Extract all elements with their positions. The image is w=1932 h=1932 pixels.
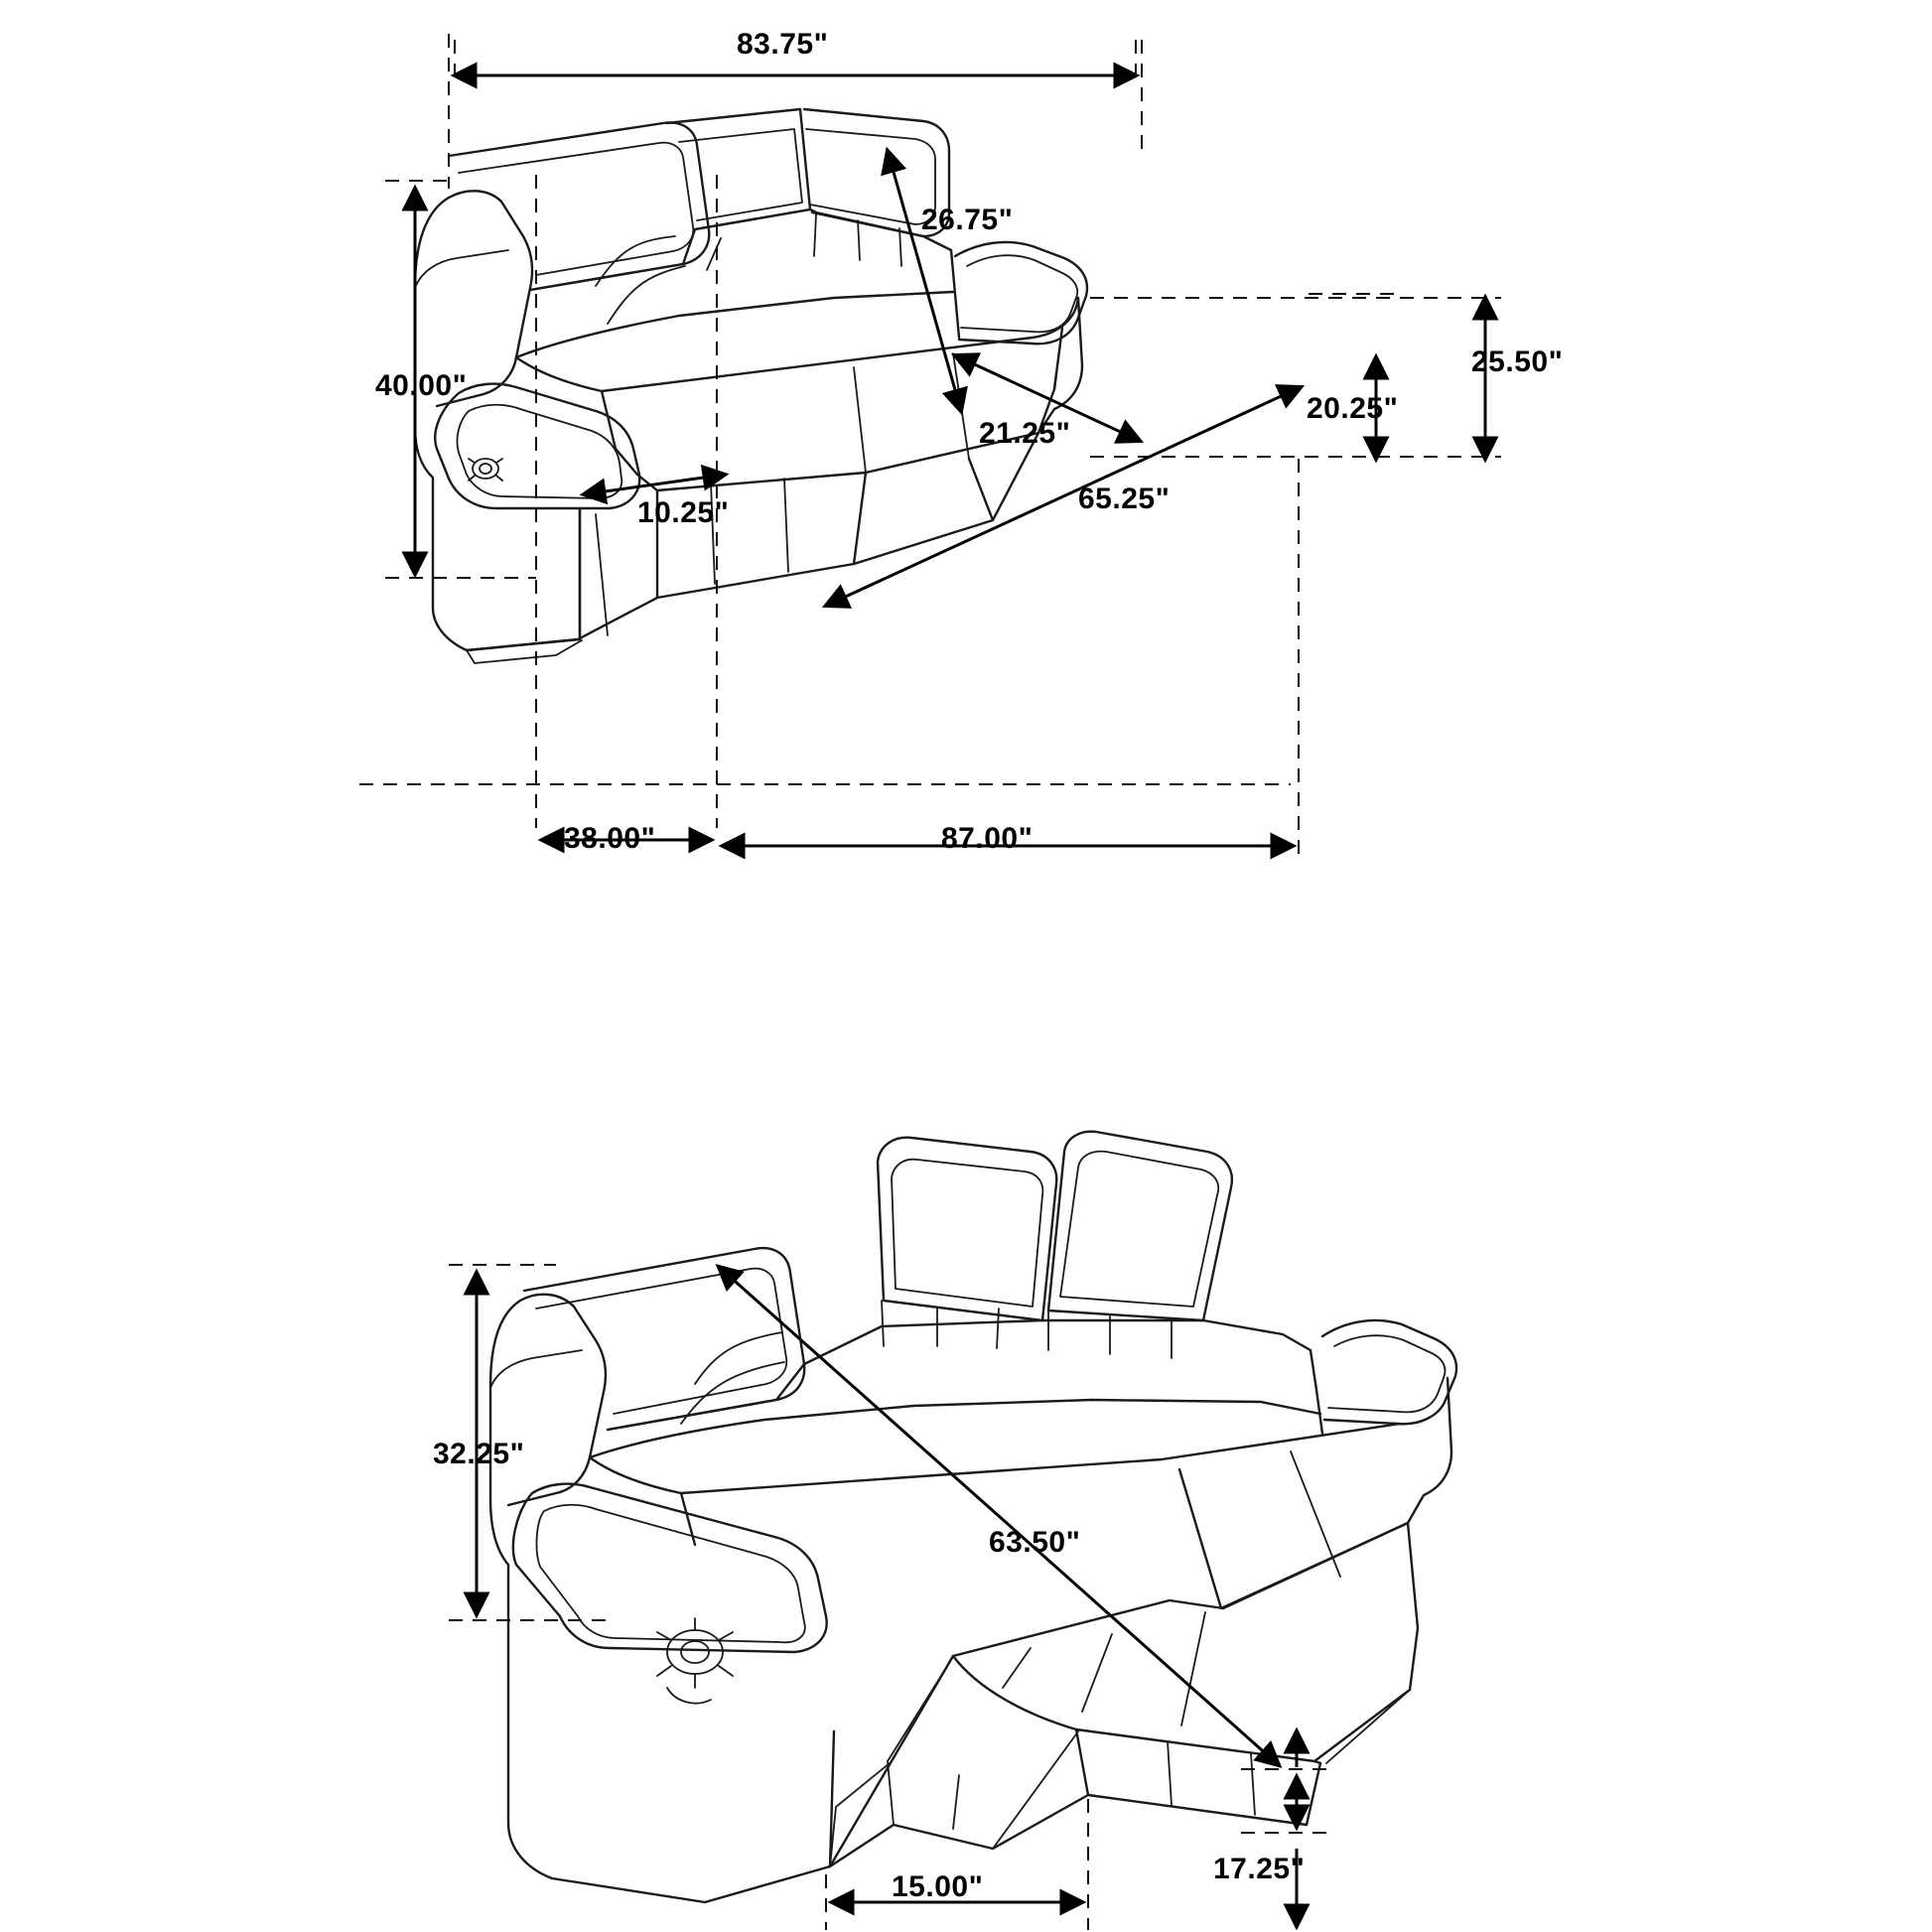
upright-dimension-lines [359, 34, 1501, 856]
dim-label-reclined-height: 32.25" [433, 1438, 525, 1470]
dim-label-footrest-extension: 15.00" [892, 1870, 984, 1903]
dim-label-arm-height: 25.50" [1471, 345, 1564, 378]
dim-label-seat-width: 65.25" [1078, 483, 1171, 515]
dim-label-reclined-diagonal: 63.50" [989, 1526, 1081, 1559]
dim-label-seat-height: 20.25" [1307, 392, 1399, 425]
dim-label-back-height-diagonal: 26.75" [921, 204, 1014, 236]
sofa-upright-illustration [415, 109, 1087, 663]
sofa-reclined-illustration [490, 1132, 1456, 1902]
recliner-button-icon [469, 459, 502, 481]
dim-label-overall-height: 40.00" [375, 369, 468, 402]
dim-label-overall-width: 83.75" [737, 28, 829, 61]
dim-label-depth-extended: 87.00" [941, 822, 1034, 855]
dim-label-arm-width: 10.25" [637, 496, 730, 529]
dim-label-depth-closed: 38.00" [564, 822, 656, 855]
reclined-dimension-lines [449, 1265, 1332, 1930]
dim-label-footrest-height: 17.25" [1213, 1853, 1306, 1885]
dim-label-seat-depth: 21.25" [979, 417, 1071, 450]
recliner-handle-icon [657, 1618, 733, 1704]
